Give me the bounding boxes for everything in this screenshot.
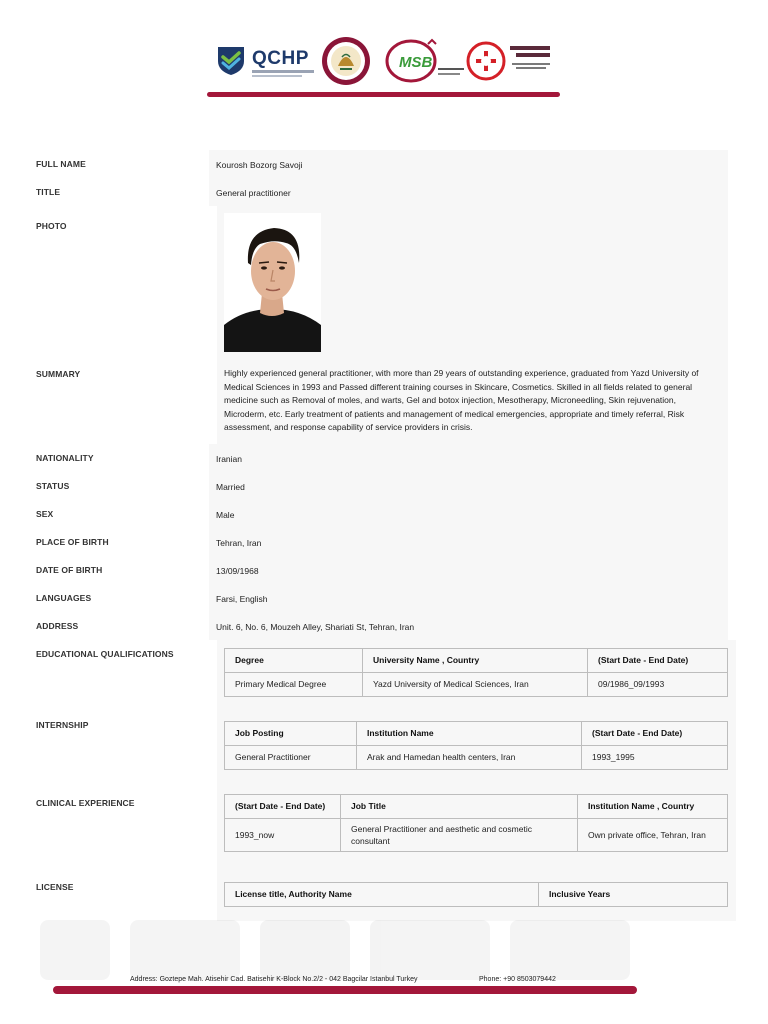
table-cell: Primary Medical Degree — [225, 673, 363, 697]
header-rule — [207, 92, 560, 97]
clinical-experience-table — [224, 794, 728, 852]
table-cell: General Practitioner and aesthetic and cosmetic consultant — [341, 819, 578, 852]
cv-content — [28, 150, 728, 921]
column-header: Institution Name , Country — [578, 795, 728, 819]
column-header: Institution Name — [357, 722, 582, 746]
svg-text:MSB: MSB — [399, 54, 433, 71]
table-cell: Arak and Hamedan health centers, Iran — [357, 746, 582, 770]
field-place-of-birth — [28, 528, 728, 556]
field-status — [28, 472, 728, 500]
full-name-value: Kourosh Bozorg Savoji — [209, 150, 728, 178]
field-label: DATE OF BIRTH — [36, 565, 103, 575]
field-summary — [28, 358, 728, 444]
field-date-of-birth — [28, 556, 728, 584]
field-nationality — [28, 444, 728, 472]
section-internship — [28, 711, 728, 784]
table-cell: Own private office, Tehran, Iran — [578, 819, 728, 852]
header-logos — [216, 36, 556, 86]
address-value: Unit. 6, No. 6, Mouzeh Alley, Shariati St, Tehran, Iran — [209, 612, 728, 640]
column-header: Degree — [225, 649, 363, 673]
section-label: EDUCATIONAL QUALIFICATIONS — [36, 649, 174, 659]
column-header: University Name , Country — [363, 649, 588, 673]
table-cell: 1993_1995 — [582, 746, 728, 770]
field-label: ADDRESS — [36, 621, 79, 631]
field-label: PLACE OF BIRTH — [36, 537, 109, 547]
column-header: Job Title — [341, 795, 578, 819]
section-education — [28, 640, 728, 711]
table-cell: 09/1986_09/1993 — [588, 673, 728, 697]
section-label: INTERNSHIP — [36, 720, 89, 730]
profile-photo — [224, 213, 321, 352]
state-of-qatar-seal — [320, 36, 372, 86]
column-header: (Start Date - End Date) — [582, 722, 728, 746]
place-of-birth-value: Tehran, Iran — [209, 528, 728, 556]
status-value: Married — [209, 472, 728, 500]
field-label: FULL NAME — [36, 159, 86, 169]
field-label: STATUS — [36, 481, 70, 491]
field-label: TITLE — [36, 187, 61, 197]
field-languages — [28, 584, 728, 612]
internship-table — [224, 721, 728, 770]
field-label: SUMMARY — [36, 369, 81, 379]
qchp-wordmark: QCHP — [252, 48, 309, 69]
section-clinical-experience — [28, 784, 728, 866]
date-of-birth-value: 13/09/1968 — [209, 556, 728, 584]
field-title — [28, 178, 728, 206]
field-label: PHOTO — [36, 221, 67, 231]
languages-value: Farsi, English — [209, 584, 728, 612]
sex-value: Male — [209, 500, 728, 528]
field-sex — [28, 500, 728, 528]
field-full-name — [28, 150, 728, 178]
summary-value: Highly experienced general practitioner, with more than 29 years of outstanding experience, graduated from Yazd University of Medical Sciences in 1993 and Passed different training courses in Skincare, Cosmetics. Skilled in all fields related to general medicine such as Removal of moles, and warts, Gel and botox injection, Mesotherapy, Microneedling, Skin rejuvenation, Microderm, etc. Early treatment of patients and management of medical emergencies, appropriate and timely referral, Risk assessment, and response capability of service providers in crisis. — [217, 358, 728, 444]
field-address — [28, 612, 728, 640]
table-cell: Yazd University of Medical Sciences, Iran — [363, 673, 588, 697]
table-row — [225, 819, 728, 852]
table-header-row — [225, 883, 728, 907]
msb-logo — [384, 36, 466, 86]
license-table — [224, 882, 728, 907]
table-header-row — [225, 722, 728, 746]
section-label: LICENSE — [36, 882, 74, 892]
table-row — [225, 673, 728, 697]
field-photo — [28, 206, 728, 358]
field-label: NATIONALITY — [36, 453, 94, 463]
qchp-shield-icon — [216, 44, 246, 76]
table-header-row — [225, 795, 728, 819]
title-value: General practitioner — [209, 178, 728, 206]
field-label: LANGUAGES — [36, 593, 92, 603]
table-cell: General Practitioner — [225, 746, 357, 770]
field-label: SEX — [36, 509, 54, 519]
nationality-value: Iranian — [209, 444, 728, 472]
table-row — [225, 746, 728, 770]
footer-address: Address: Goztepe Mah. Atisehir Cad. Batisehir K-Block No.2/2 - 042 Bagcilar Istanbul Turkey — [130, 976, 418, 983]
table-header-row — [225, 649, 728, 673]
column-header: License title, Authority Name — [225, 883, 539, 907]
section-license — [28, 866, 728, 921]
footer-phone: Phone: +90 8503079442 — [479, 976, 556, 983]
qchp-logo — [216, 36, 312, 86]
column-header: (Start Date - End Date) — [225, 795, 341, 819]
column-header: (Start Date - End Date) — [588, 649, 728, 673]
footer-rule — [53, 986, 637, 994]
education-table — [224, 648, 728, 697]
oman-ministry-of-health-logo — [466, 36, 558, 86]
column-header: Inclusive Years — [539, 883, 728, 907]
section-label: CLINICAL EXPERIENCE — [36, 798, 135, 808]
table-cell: 1993_now — [225, 819, 341, 852]
column-header: Job Posting — [225, 722, 357, 746]
faded-watermark — [40, 920, 640, 980]
